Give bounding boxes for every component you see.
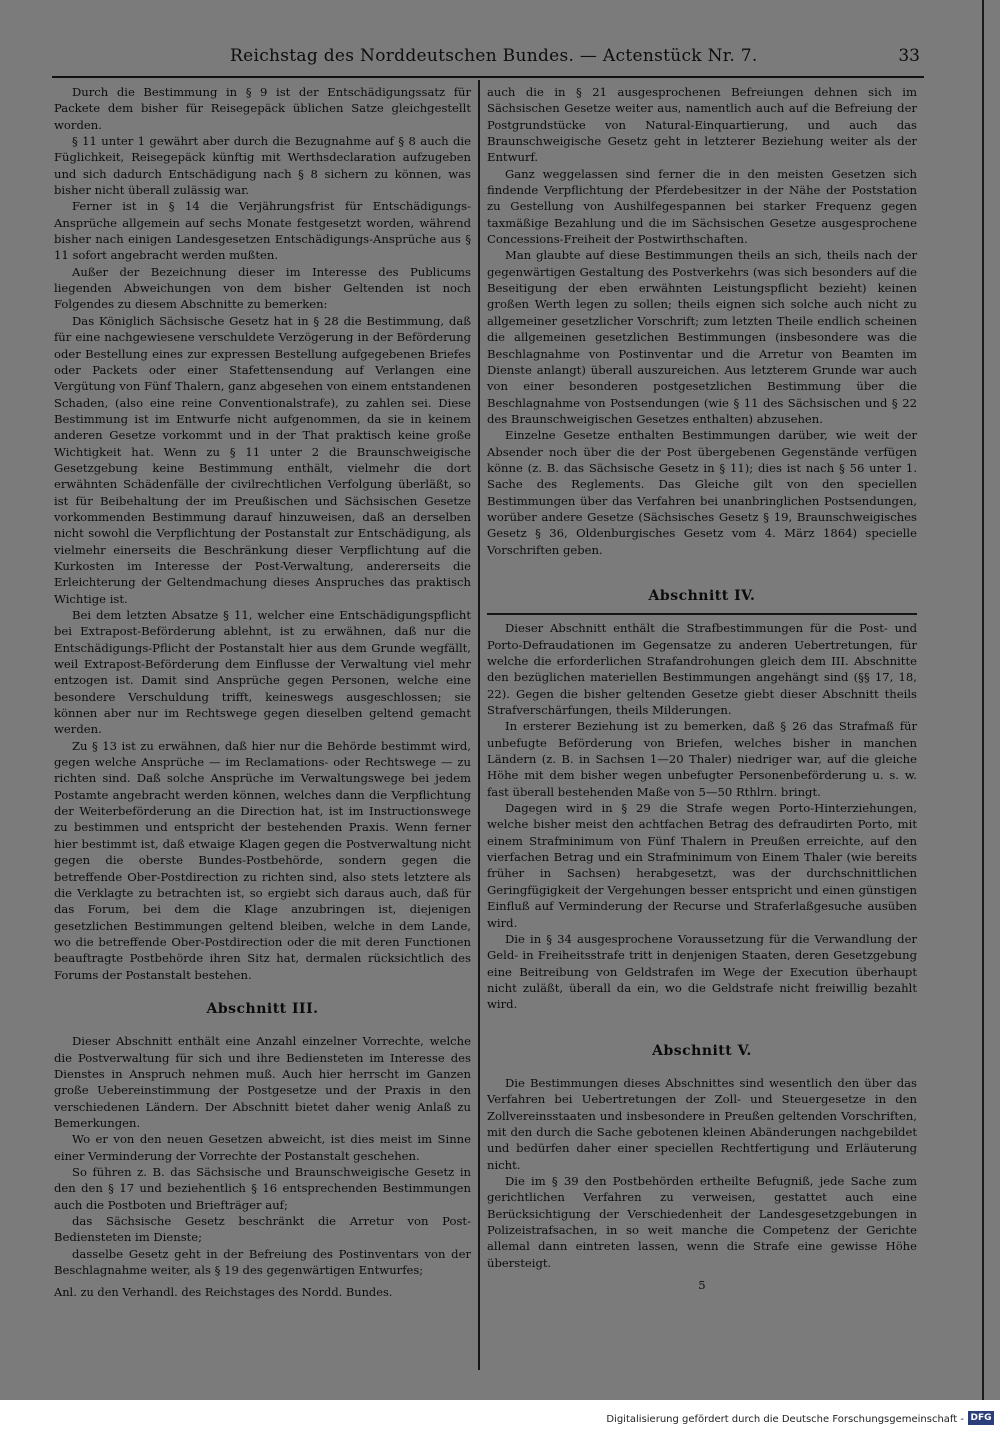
paragraph: Wo er von den neuen Gesetzen abweicht, ist dies meist im Sinne einer Verminderung der Vorrechte der Postanstalt geschehen.: [54, 1132, 471, 1163]
right-paragraphs-b: [487, 620, 917, 1012]
paragraph: Zu § 13 ist zu erwähnen, daß hier nur die Behörde bestimmt wird, gegen welche Ansprüche — im Reclamations- oder Rechtswege — zu richten sind. Daß solche Ansprüche im Verwaltungswege bei jedem Postamte angebracht werden können, welches dann die Verpflichtung der Weiterbeförderung an die Direction hat, ist im Instructionswege zu bestimmen und entspricht der bestehenden Praxis. Wenn ferner hier bestimmt ist, daß etwaige Klagen gegen die Postverwaltung nicht gegen die oberste Bundes-Postbehörde, sondern gegen die betreffende Ober-Postdirection zu richten sind, also stets letztere als die Verklagte zu betrachten ist, so ergiebt sich daraus auch, daß für das Forum, bei dem die Klage anzubringen ist, diejenigen gesetzlichen Bestimmungen geltend bleiben, welche in dem Lande, wo die betreffende Ober-Postdirection oder die mit deren Functionen beauftragte Postbehörde ihren Sitz hat, dermalen rücksichtlich des Forums der Postanstalt bestehen.: [54, 738, 471, 982]
paragraph: In ersterer Beziehung ist zu bemerken, daß § 26 das Strafmaß für unbefugte Beförderung von Briefen, welches bisher in manchen Ländern (z. B. in Sachsen 1—20 Thaler) niedriger war, auf die gleiche Höhe mit dem bisher wegen unbefugter Personenbeförderung u. s. w. fast überall bestehenden Maße von 5—50 Rthlrn. bringt.: [487, 719, 917, 799]
header-rule: [52, 76, 924, 78]
paragraph: Dieser Abschnitt enthält die Strafbestimmungen für die Post- und Porto-Defraudationen im Gegensatze zu anderen Uebertretungen, für welche die erforderlichen Strafandrohungen gleich dem III. Abschnitte den bezüglichen materiellen Bestimmungen angehängt sind (§§ 17, 18, 22). Gegen die bisher geltenden Gesetze giebt dieser Abschnitt theils Strafverschärfungen, theils Milderungen.: [487, 621, 917, 718]
paragraph: § 11 unter 1 gewährt aber durch die Bezugnahme auf § 8 auch die Füglichkeit, Reisegepäck künftig mit Werthsdeclaration aufzugeben und sich dadurch Entschädigung nach § 8 sichern zu können, was bisher nicht überall zulässig war.: [54, 134, 471, 198]
right-paragraphs-c: [487, 1075, 917, 1271]
paragraph: Ganz weggelassen sind ferner die in den meisten Gesetzen sich findende Verpflichtung der Pferdebesitzer in der Nähe der Poststation zu Gestellung von Aushilfegespannen bei starker Frequenz gegen taxmäßige Bezahlung und die im Sächsischen Gesetze ausgesprochene Concessions-Freiheit der Postwirthschaften.: [487, 166, 917, 247]
left-column: [54, 84, 471, 1301]
section-heading-iv: Abschnitt IV.: [648, 587, 756, 604]
paragraph: auch die in § 21 ausgesprochenen Befreiungen dehnen sich im Sächsischen Gesetze weiter aus, namentlich auch auf die Befreiung der Postgrundstücke von Natural-Einquartierung, und auch das Braunschweigische Gesetz geht in letzterer Beziehung weiter als der Entwurf.: [487, 85, 917, 165]
page-number: 33: [898, 46, 920, 66]
paragraph: Dieser Abschnitt enthält eine Anzahl einzelner Vorrechte, welche die Postverwaltung für sich und ihre Bediensteten im Interesse des Dienstes in Anspruch nehmen muß. Auch hier herrscht im Ganzen große Uebereinstimmung der Postgesetze und der Praxis in den verschiedenen Ländern. Der Abschnitt bietet daher wenig Anlaß zu Bemerkungen.: [54, 1034, 471, 1130]
running-header: [60, 46, 920, 70]
left-paragraphs-a: [54, 84, 471, 983]
paragraph: Die in § 34 ausgesprochene Voraussetzung für die Verwandlung der Geld- in Freiheitsstrafe tritt in denjenigen Staaten, deren Gesetzgebung eine Beitreibung von Geldstrafen im Wege der Execution überhaupt nicht zuläßt, überall da ein, wo die Geldstrafe nicht freiwillig bezahlt wird.: [487, 931, 917, 1012]
digitization-note: Digitalisierung gefördert durch die Deutsche Forschungsgemeinschaft -: [606, 1414, 964, 1425]
paragraph: Einzelne Gesetze enthalten Bestimmungen darüber, wie weit der Absender noch über die der Post übergebenen Gegenstände verfügen könne (z. B. das Sächsische Gesetz in § 11); dies ist nach § 56 unter 1. Sache des Reglements. Das Gleiche gilt von den speciellen Bestimmungen über das Verfahren bei unanbringlichen Postsendungen, worüber andere Gesetze (Sächsisches Gesetz § 19, Braunschweigisches Gesetz § 36, Oldenburgisches Gesetz vom 4. März 1864) specielle Vorschriften geben.: [487, 428, 917, 557]
right-column: [487, 84, 917, 1293]
page-edge-line: [982, 0, 984, 1400]
right-paragraphs-a: [487, 84, 917, 558]
paragraph: Die Bestimmungen dieses Abschnittes sind wesentlich den über das Verfahren bei Uebertretungen der Zoll- und Steuergesetze in den Zollvereinsstaaten und insbesondere in Preußen geltenden Vorschriften, mit den durch die Sache gebotenen kleinen Abänderungen nachgebildet und bedürfen daher einer speciellen Rechtfertigung und Erläuterung nicht.: [487, 1075, 917, 1172]
supplement-note: Anl. zu den Verhandl. des Reichstages des Nordd. Bundes.: [54, 1285, 393, 1300]
column-separator: [478, 80, 480, 1370]
paragraph: Außer der Bezeichnung dieser im Interesse des Publicums liegenden Abweichungen von dem bisher Geltenden ist noch Folgendes zu diesem Abschnitte zu bemerken:: [54, 264, 471, 312]
paragraph: Dagegen wird in § 29 die Strafe wegen Porto-Hinterziehungen, welche bisher meist den achtfachen Betrag des defraudirten Porto, mit einem Strafminimum von Fünf Thalern in Preußen erreichte, auf den vierfachen Betrag und ein Strafminimum von Einem Thaler (wie bereits früher in Sachsen) herabgesetzt, was der durchschnittlichen Geringfügigkeit der Vergehungen besser entspricht und einen günstigen Einfluß auf Verminderung der Recurse und Straferlaßgesuche ausüben wird.: [487, 801, 917, 930]
dfg-logo: DFG: [968, 1411, 994, 1425]
paragraph: Ferner ist in § 14 die Verjährungsfrist für Entschädigungs-Ansprüche allgemein auf sechs Monate festgesetzt worden, während bisher nach einigen Landesgesetzen Entschädigungs-Ansprüche aus § 11 sofort angebracht werden mußten.: [54, 199, 471, 263]
paragraph: Bei dem letzten Absatze § 11, welcher eine Entschädigungspflicht bei Extrapost-Beförderung ablehnt, ist zu erwähnen, daß nur die Entschädigungs-Pflicht der Postanstalt hier aus dem Grunde wegfällt, weil Extrapost-Beförderung dem Einflusse der Verwaltung viel mehr entzogen ist. Damit sind Ansprüche gegen Personen, welche eine besondere Verschuldung trifft, keineswegs ausgeschlossen; sie können aber nur im Rechtswege gegen dieselben geltend gemacht werden.: [54, 608, 471, 737]
paragraph: Man glaubte auf diese Bestimmungen theils an sich, theils nach der gegenwärtigen Gestaltung des Postverkehrs (was sich besonders auf die Beseitigung der eben erwähnten Leistungspflicht bezieht) keinen großen Werth legen zu sollen; theils eignen sich solche auch nicht zu allgemeiner gesetzlicher Vorschrift; zum letzten Theile endlich scheinen die allgemeinen gesetzlichen Bestimmungen (insbesondere was die Beschlagnahme von Postinventar und die Arretur von Beamten im Dienste anlangt) überall auszureichen. Aus letzterem Grunde war auch von einer besonderen postgesetzlichen Bestimmung über die Beschlagnahme von Postsendungen (wie § 11 des Sächsischen und § 22 des Braunschweigischen Gesetzes enthalten) abzusehen.: [487, 248, 917, 426]
paragraph: Die im § 39 den Postbehörden ertheilte Befugniß, jede Sache zum gerichtlichen Verfahren zu verweisen, gestattet auch eine Berücksichtigung der Verschiedenheit der Landesgesetzgebungen in Polizeistrafsachen, in so weit manche die Competenz der Gerichte allemal dann eintreten lassen, wenn die Strafe eine gewisse Höhe übersteigt.: [487, 1173, 917, 1270]
paragraph: Durch die Bestimmung in § 9 ist der Entschädigungssatz für Packete dem bisher für Reisegepäck üblichen Satze gleichgestellt worden.: [54, 85, 471, 132]
paragraph: dasselbe Gesetz geht in der Befreiung des Postinventars von der Beschlagnahme weiter, als § 19 des gegenwärtigen Entwurfes;: [54, 1246, 471, 1278]
running-title: Reichstag des Norddeutschen Bundes. — Actenstück Nr. 7.: [230, 46, 758, 66]
section-heading-v: Abschnitt V.: [652, 1042, 752, 1059]
signature-mark: 5: [698, 1278, 706, 1293]
left-paragraphs-b: [54, 1033, 471, 1278]
paragraph: Das Königlich Sächsische Gesetz hat in § 28 die Bestimmung, daß für eine nachgewiesene verschuldete Verzögerung in der Beförderung oder Bestellung eines zur expressen Bestellung aufgegebenen Briefes oder Packets oder einer Stafettensendung auf Verlangen eine Vergütung von Fünf Thalern, ganz abgesehen von einem entstandenen Schaden, (also eine reine Conventionalstrafe), zu zahlen sei. Diese Bestimmung ist im Entwurfe nicht aufgenommen, da sie in keinem anderen Gesetze vorkommt und in der That praktisch keine große Wichtigkeit hat. Wenn zu § 11 unter 2 die Braunschweigische Gesetzgebung keine Bestimmung enthält, vielmehr die dort erwähnten Schädenfälle der civilrechtlichen Verfolgung überläßt, so ist für Beibehaltung der im Preußischen und Sächsischen Gesetze vorkommenden Bestimmung darauf hinzuweisen, daß an derselben nicht sowohl die Verpflichtung der Postanstalt zur Entschädigung, als vielmehr einerseits die Beschränkung dieser Verpflichtung auf die Kurkosten im Interesse der Post-Verwaltung, andererseits die Erleichterung der Geltendmachung dieses Anspruches das praktisch Wichtige ist.: [54, 313, 471, 606]
section-heading-iii: Abschnitt III.: [206, 1000, 319, 1017]
paragraph: das Sächsische Gesetz beschränkt die Arretur von Post-Bediensteten im Dienste;: [54, 1214, 471, 1245]
paragraph: So führen z. B. das Sächsische und Braunschweigische Gesetz in den den § 17 und beziehentlich § 16 entsprechenden Bestimmungen auch die Postboten und Briefträger auf;: [54, 1165, 471, 1212]
